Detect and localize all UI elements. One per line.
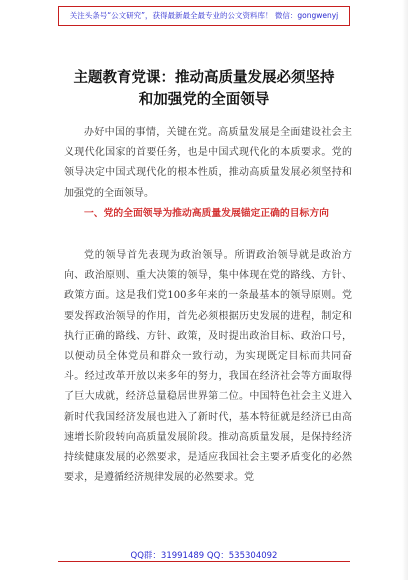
footer-contact: QQ群：31991489 QQ：535304092 — [130, 551, 278, 561]
section-1-paragraph: 党的领导首先表现为政治领导。所谓政治领导就是政治方向、政治原则、重大决策的领导，集中体现在党的路线、方针、政策方面。这是我们党100多年来的一条最基本的领导原则。党要发挥政治领导的作用，首先必须根据历史发展的进程，制定和执行正确的路线、方针、政策，及时提出政治目标、政治口号，以便动员全体党员和群众一致行动，为实现既定目标而共同奋斗。经过改革开放以来多年的努力，我国在经济社会等方面取得了巨大成就，经济总量稳居世界第二位。中国特色社会主义进入新时代我国经济发展也进入了新时代，基本特征就是经济已由高速增长阶段转向高质量发展阶段。推动高质量发展，是保持经济持续健康发展的必然要求，是适应我国社会主要矛盾变化的必然要求，是遵循经济规律发展的必然要求。党 — [64, 250, 352, 484]
intro-paragraph: 办好中国的事情，关键在党。高质量发展是全面建设社会主义现代化国家的首要任务，也是中国式现代化的本质要求。党的领导决定中国式现代化的根本性质，推动高质量发展必须坚持和加强党的全面领导。 — [64, 127, 352, 199]
document-title-line-2: 和加强党的全面领导 — [138, 92, 270, 108]
document-title-line-1: 主题教育党课：推动高质量发展必须坚持 — [73, 70, 335, 86]
page-edge-shadow — [402, 0, 408, 580]
section-heading-1: 一、党的全面领导为推动高质量发展锚定正确的目标方向 — [84, 208, 329, 219]
header-banner: 关注头条号“公文研究”，获得最新最全最专业的公文资料库！ 微信：gongwenyj — [58, 6, 350, 26]
footer-divider — [58, 561, 350, 562]
